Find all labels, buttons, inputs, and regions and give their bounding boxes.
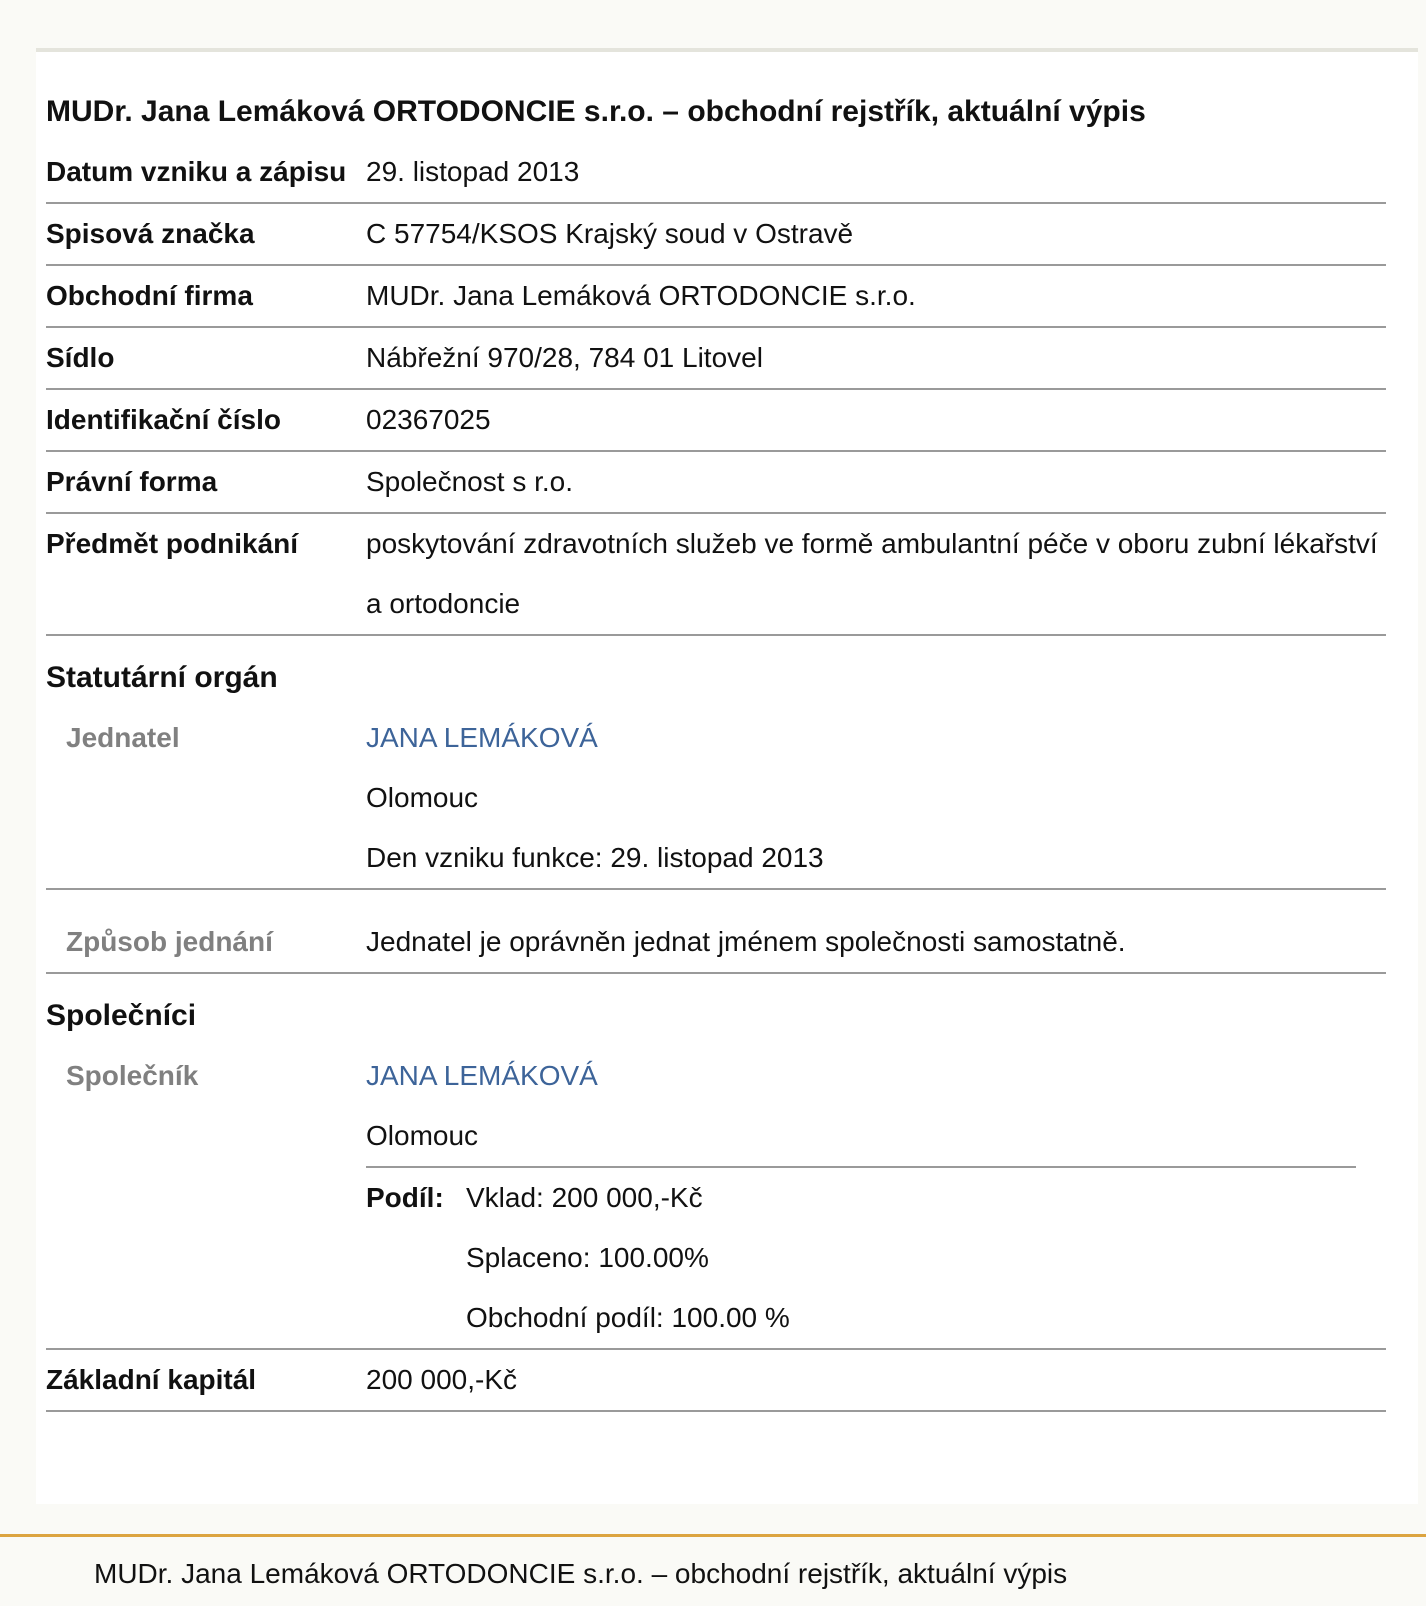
- executive-name-link[interactable]: JANA LEMÁKOVÁ: [366, 722, 598, 753]
- row-registered-capital: [46, 1350, 1386, 1412]
- row-file-number: [46, 204, 1386, 266]
- executive-details: [366, 708, 1386, 888]
- row-label: Spisová značka: [46, 218, 255, 249]
- row-value: C 57754/KSOS Krajský soud v Ostravě: [366, 218, 854, 249]
- share-deposit: Vklad: 200 000,-Kč: [466, 1182, 703, 1213]
- row-partner: [46, 1046, 1386, 1350]
- footer-title: MUDr. Jana Lemáková ORTODONCIE s.r.o. – obchodní rejstřík, aktuální výpis: [94, 1558, 1068, 1589]
- row-value: MUDr. Jana Lemáková ORTODONCIE s.r.o.: [366, 280, 916, 311]
- row-label: Předmět podnikání: [46, 528, 299, 559]
- row-registered-office: [46, 328, 1386, 390]
- row-value: Nábřežní 970/28, 784 01 Litovel: [366, 342, 763, 373]
- row-label: Datum vzniku a zápisu: [46, 156, 347, 187]
- executive-city: Olomouc: [366, 782, 479, 813]
- page-title: MUDr. Jana Lemáková ORTODONCIE s.r.o. – obchodní rejstřík, aktuální výpis: [46, 95, 1146, 128]
- share-paid: Splaceno: 100.00%: [466, 1242, 709, 1273]
- statutory-body-heading: Statutární orgán: [46, 661, 278, 694]
- row-business-activity: [46, 514, 1386, 636]
- row-label: Identifikační číslo: [46, 404, 281, 435]
- row-identification-number: [46, 390, 1386, 452]
- partner-city: Olomouc: [366, 1120, 479, 1151]
- row-manner-of-acting: [46, 890, 1386, 974]
- executive-since: Den vzniku funkce: 29. listopad 2013: [366, 842, 824, 873]
- share-business-share: Obchodní podíl: 100.00 %: [466, 1302, 790, 1333]
- row-company-name: [46, 266, 1386, 328]
- share-label: Podíl:: [366, 1182, 444, 1213]
- row-legal-form: [46, 452, 1386, 514]
- row-value: Společnost s r.o.: [366, 466, 574, 497]
- row-value: 200 000,-Kč: [366, 1364, 517, 1395]
- partners-heading: Společníci: [46, 999, 197, 1032]
- register-extract-panel: [36, 52, 1418, 1504]
- register-extract-content: [46, 82, 1386, 1412]
- row-value: 29. listopad 2013: [366, 156, 580, 187]
- row-label: Obchodní firma: [46, 280, 253, 311]
- row-value: poskytování zdravotních služeb ve formě ambulantní péče v oboru zubní lékařství a ortodoncie: [366, 528, 1378, 619]
- manner-value: Jednatel je oprávněn jednat jménem společnosti samostatně.: [366, 926, 1126, 957]
- row-label: Sídlo: [46, 342, 115, 373]
- footer-divider: [0, 1534, 1426, 1537]
- row-value: 02367025: [366, 404, 491, 435]
- partner-name-link[interactable]: JANA LEMÁKOVÁ: [366, 1060, 598, 1091]
- row-label: Základní kapitál: [46, 1364, 257, 1395]
- partner-details: [366, 1046, 1386, 1348]
- partner-label: Společník: [66, 1060, 199, 1091]
- row-executive: [46, 708, 1386, 890]
- row-date-of-registration: [46, 142, 1386, 204]
- share-details: [466, 1168, 790, 1348]
- partner-share: [366, 1166, 1356, 1348]
- executive-label: Jednatel: [66, 722, 180, 753]
- manner-label: Způsob jednání: [66, 926, 273, 957]
- row-label: Právní forma: [46, 466, 218, 497]
